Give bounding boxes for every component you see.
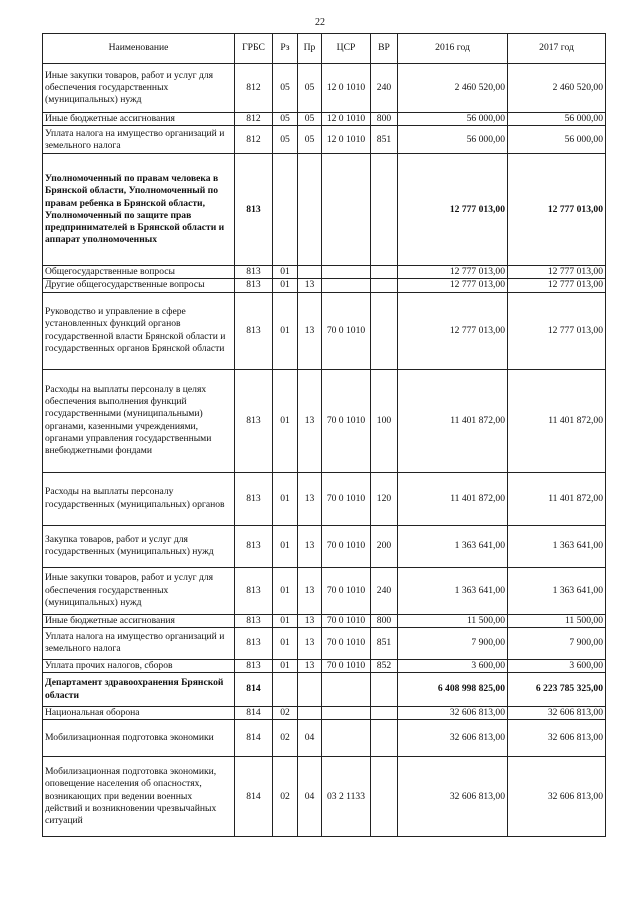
cell-y2016: 7 900,00 [398,627,508,659]
cell-csr: 70 0 1010 [322,627,371,659]
table-row [43,659,606,672]
cell-name: Уплата налога на имущество организаций и земельного налога [43,126,235,154]
cell-name: Руководство и управление в сфере установленных функций органов государственной власти Брянской области и государственных органов Брянской области [43,292,235,369]
header-rz: Рз [273,34,298,64]
table-row [43,673,606,707]
cell-vr [371,266,398,279]
table-row [43,64,606,113]
cell-y2017: 7 900,00 [508,627,606,659]
cell-pr: 05 [298,113,322,126]
cell-name: Иные закупки товаров, работ и услуг для обеспечения государственных (муниципальных) нужд [43,64,235,113]
cell-grbs: 813 [235,472,273,525]
cell-grbs: 812 [235,126,273,154]
cell-csr: 12 0 1010 [322,126,371,154]
cell-y2017: 12 777 013,00 [508,266,606,279]
cell-csr: 70 0 1010 [322,567,371,614]
cell-pr: 13 [298,567,322,614]
table-row [43,154,606,266]
cell-csr: 70 0 1010 [322,525,371,567]
table-row [43,757,606,837]
cell-y2017: 56 000,00 [508,126,606,154]
cell-rz: 01 [273,567,298,614]
cell-y2016: 11 500,00 [398,614,508,627]
table-row [43,707,606,720]
cell-csr: 70 0 1010 [322,292,371,369]
cell-csr [322,673,371,707]
table-row [43,472,606,525]
cell-pr: 13 [298,525,322,567]
header-2017: 2017 год [508,34,606,64]
cell-grbs: 813 [235,154,273,266]
cell-rz: 01 [273,627,298,659]
cell-y2017: 11 500,00 [508,614,606,627]
cell-y2017: 12 777 013,00 [508,154,606,266]
table-row [43,567,606,614]
cell-name: Иные закупки товаров, работ и услуг для обеспечения государственных (муниципальных) нужд [43,567,235,614]
table-row [43,279,606,292]
cell-grbs: 813 [235,614,273,627]
cell-y2016: 32 606 813,00 [398,757,508,837]
cell-y2016: 56 000,00 [398,126,508,154]
cell-y2016: 12 777 013,00 [398,154,508,266]
cell-y2016: 2 460 520,00 [398,64,508,113]
cell-y2017: 2 460 520,00 [508,64,606,113]
header-pr: Пр [298,34,322,64]
table-row [43,614,606,627]
cell-vr: 120 [371,472,398,525]
cell-y2016: 11 401 872,00 [398,369,508,472]
cell-vr: 852 [371,659,398,672]
cell-vr: 100 [371,369,398,472]
cell-grbs: 813 [235,279,273,292]
cell-y2017: 32 606 813,00 [508,757,606,837]
cell-pr: 13 [298,614,322,627]
cell-vr [371,279,398,292]
cell-csr [322,279,371,292]
cell-rz [273,154,298,266]
cell-rz: 01 [273,279,298,292]
cell-pr [298,673,322,707]
cell-pr [298,707,322,720]
cell-name: Департамент здравоохранения Брянской области [43,673,235,707]
cell-vr: 200 [371,525,398,567]
cell-csr [322,154,371,266]
table-row [43,720,606,757]
cell-y2016: 12 777 013,00 [398,279,508,292]
cell-grbs: 813 [235,266,273,279]
header-name: Наименование [43,34,235,64]
header-2016: 2016 год [398,34,508,64]
cell-y2016: 1 363 641,00 [398,567,508,614]
cell-pr: 13 [298,279,322,292]
cell-vr [371,757,398,837]
cell-grbs: 812 [235,64,273,113]
cell-y2016: 32 606 813,00 [398,707,508,720]
cell-rz: 01 [273,525,298,567]
cell-csr: 70 0 1010 [322,614,371,627]
cell-y2016: 56 000,00 [398,113,508,126]
cell-name: Расходы на выплаты персоналу в целях обеспечения выполнения функций государственными (муниципальными) органами, казенными учреждениями, органами управления государственными внебюджетными фондами [43,369,235,472]
cell-pr [298,266,322,279]
cell-name: Другие общегосударственные вопросы [43,279,235,292]
cell-vr [371,673,398,707]
cell-csr: 70 0 1010 [322,659,371,672]
header-grbs: ГРБС [235,34,273,64]
cell-y2017: 6 223 785 325,00 [508,673,606,707]
cell-name: Мобилизационная подготовка экономики [43,720,235,757]
cell-name: Национальная оборона [43,707,235,720]
cell-name: Расходы на выплаты персоналу государственных (муниципальных) органов [43,472,235,525]
cell-y2017: 11 401 872,00 [508,369,606,472]
cell-vr [371,154,398,266]
cell-csr: 03 2 1133 [322,757,371,837]
cell-rz [273,673,298,707]
cell-rz: 01 [273,659,298,672]
cell-vr: 851 [371,126,398,154]
header-row [43,34,606,64]
header-vr: ВР [371,34,398,64]
cell-pr: 13 [298,472,322,525]
cell-grbs: 813 [235,369,273,472]
cell-name: Уплата прочих налогов, сборов [43,659,235,672]
cell-name: Общегосударственные вопросы [43,266,235,279]
cell-pr: 05 [298,64,322,113]
cell-y2016: 12 777 013,00 [398,266,508,279]
cell-grbs: 814 [235,673,273,707]
cell-vr: 851 [371,627,398,659]
cell-vr [371,707,398,720]
cell-name: Уплата налога на имущество организаций и земельного налога [43,627,235,659]
cell-y2016: 6 408 998 825,00 [398,673,508,707]
cell-y2017: 1 363 641,00 [508,567,606,614]
cell-rz: 02 [273,757,298,837]
cell-csr: 12 0 1010 [322,64,371,113]
cell-csr: 70 0 1010 [322,369,371,472]
cell-name: Уполномоченный по правам человека в Брянской области, Уполномоченный по правам ребенка в Брянской области, Уполномоченный по защите прав предпринимателей в Брянской области и аппарат уполномоченных [43,154,235,266]
cell-y2017: 56 000,00 [508,113,606,126]
cell-name: Мобилизационная подготовка экономики, оповещение населения об опасностях, возникающих при ведении военных действий и возникновении чрезвычайных ситуаций [43,757,235,837]
cell-y2017: 32 606 813,00 [508,720,606,757]
cell-y2016: 32 606 813,00 [398,720,508,757]
cell-grbs: 814 [235,757,273,837]
table-row [43,113,606,126]
cell-vr: 240 [371,567,398,614]
cell-csr [322,707,371,720]
cell-csr: 70 0 1010 [322,472,371,525]
cell-grbs: 812 [235,113,273,126]
cell-y2016: 11 401 872,00 [398,472,508,525]
cell-y2017: 3 600,00 [508,659,606,672]
cell-name: Иные бюджетные ассигнования [43,113,235,126]
cell-rz: 05 [273,113,298,126]
cell-y2017: 11 401 872,00 [508,472,606,525]
cell-grbs: 813 [235,292,273,369]
cell-rz: 02 [273,707,298,720]
cell-pr: 13 [298,292,322,369]
cell-vr: 800 [371,614,398,627]
cell-grbs: 814 [235,720,273,757]
table-row [43,525,606,567]
cell-rz: 01 [273,369,298,472]
cell-y2017: 12 777 013,00 [508,279,606,292]
cell-grbs: 813 [235,567,273,614]
cell-pr: 04 [298,720,322,757]
table-row [43,292,606,369]
cell-y2016: 3 600,00 [398,659,508,672]
cell-pr [298,154,322,266]
cell-y2017: 1 363 641,00 [508,525,606,567]
cell-vr [371,720,398,757]
cell-y2017: 32 606 813,00 [508,707,606,720]
budget-table [42,33,606,837]
cell-vr: 240 [371,64,398,113]
cell-pr: 13 [298,659,322,672]
cell-rz: 02 [273,720,298,757]
cell-rz: 01 [273,292,298,369]
cell-grbs: 813 [235,659,273,672]
cell-pr: 05 [298,126,322,154]
cell-grbs: 813 [235,525,273,567]
page-number: 22 [315,17,325,28]
cell-csr: 12 0 1010 [322,113,371,126]
cell-y2016: 12 777 013,00 [398,292,508,369]
cell-csr [322,266,371,279]
table-row [43,126,606,154]
cell-rz: 01 [273,472,298,525]
cell-rz: 01 [273,266,298,279]
cell-vr: 800 [371,113,398,126]
cell-y2016: 1 363 641,00 [398,525,508,567]
cell-y2017: 12 777 013,00 [508,292,606,369]
table-row [43,627,606,659]
cell-rz: 05 [273,64,298,113]
table-row [43,266,606,279]
cell-rz: 01 [273,614,298,627]
table-row [43,369,606,472]
cell-csr [322,720,371,757]
cell-pr: 13 [298,627,322,659]
cell-pr: 04 [298,757,322,837]
header-csr: ЦСР [322,34,371,64]
cell-rz: 05 [273,126,298,154]
cell-name: Закупка товаров, работ и услуг для государственных (муниципальных) нужд [43,525,235,567]
cell-name: Иные бюджетные ассигнования [43,614,235,627]
cell-grbs: 813 [235,627,273,659]
cell-pr: 13 [298,369,322,472]
cell-grbs: 814 [235,707,273,720]
cell-vr [371,292,398,369]
